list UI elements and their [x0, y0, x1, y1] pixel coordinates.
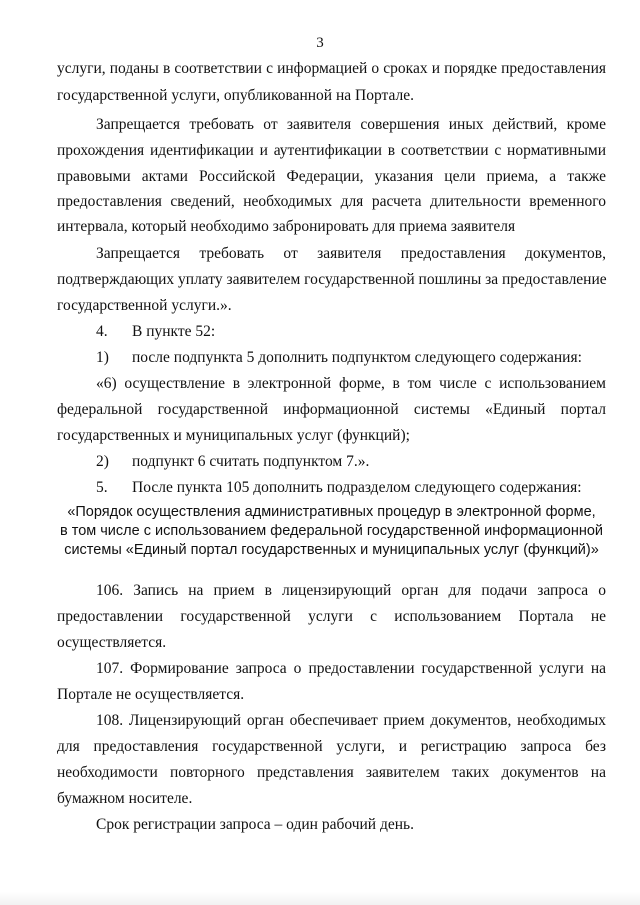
text-line: необходимости повторного представления заявителем таких документов на	[57, 764, 606, 781]
text-line: услуги, поданы в соответствии с информацией о сроках и порядке предоставления	[57, 60, 606, 77]
section-heading: «Порядок осуществления административных процедур в электронной форме,	[67, 504, 596, 520]
list-number: 2)	[96, 453, 109, 470]
list-number: 1)	[96, 349, 109, 366]
list-text: В пункте 52:	[132, 323, 216, 340]
text-line: осуществляется.	[57, 634, 167, 651]
text-line: подтверждающих уплату заявителем государственной пошлины за предоставление	[57, 271, 607, 288]
text-line: государственной услуги, опубликованной на Портале.	[57, 87, 414, 104]
text-line: «6) осуществление в электронной форме, в том числе с использованием	[96, 375, 606, 392]
text-line: Срок регистрации запроса – один рабочий день.	[96, 816, 414, 833]
text-line: Запрещается требовать от заявителя предоставления документов,	[96, 245, 606, 262]
text-line: государственных и муниципальных услуг (функций);	[57, 427, 410, 444]
section-heading: в том числе с использованием федеральной государственной информационной	[59, 523, 604, 539]
text-line: интервала, который необходимо забронировать для приема заявителя	[57, 218, 516, 235]
list-number: 4.	[96, 323, 108, 340]
text-line: 107. Формирование запроса о предоставлении государственной услуги на	[96, 660, 606, 677]
list-item	[96, 452, 606, 472]
text-line: правовыми актами Российской Федерации, указания цели приема, а также	[57, 168, 606, 185]
list-text: после подпункта 5 дополнить подпунктом следующего содержания:	[132, 349, 582, 366]
text-line: Запрещается требовать от заявителя совершения иных действий, кроме	[96, 116, 606, 133]
text-line: прохождения идентификации и аутентификации в соответствии с нормативными	[57, 142, 606, 159]
list-text: подпункт 6 считать подпунктом 7.».	[132, 453, 370, 470]
scan-edge	[0, 892, 640, 905]
list-item	[96, 348, 606, 368]
text-line: бумажном носителе.	[57, 790, 193, 807]
text-line: предоставлении государственной услуги с использованием Портала не	[57, 608, 606, 625]
section-heading: системы «Единый портал государственных и муниципальных услуг (функций)»	[64, 542, 599, 558]
text-line: для предоставления государственной услуги, и регистрацию запроса без	[57, 738, 606, 755]
list-number: 5.	[96, 479, 108, 496]
text-line: предоставления сведений, необходимых для расчета длительности временного	[57, 193, 606, 210]
text-line: Портале не осуществляется.	[57, 686, 245, 703]
list-item	[96, 478, 606, 498]
list-item	[96, 322, 606, 342]
text-line: 108. Лицензирующий орган обеспечивает прием документов, необходимых	[96, 712, 606, 729]
text-line: федеральной государственной информационной системы «Единый портал	[57, 401, 606, 418]
text-line: 106. Запись на прием в лицензирующий орган для подачи запроса о	[96, 582, 606, 599]
page-number: 3	[316, 35, 324, 51]
list-text: После пункта 105 дополнить подразделом следующего содержания:	[132, 479, 582, 496]
text-line: государственной услуги.».	[57, 297, 232, 314]
